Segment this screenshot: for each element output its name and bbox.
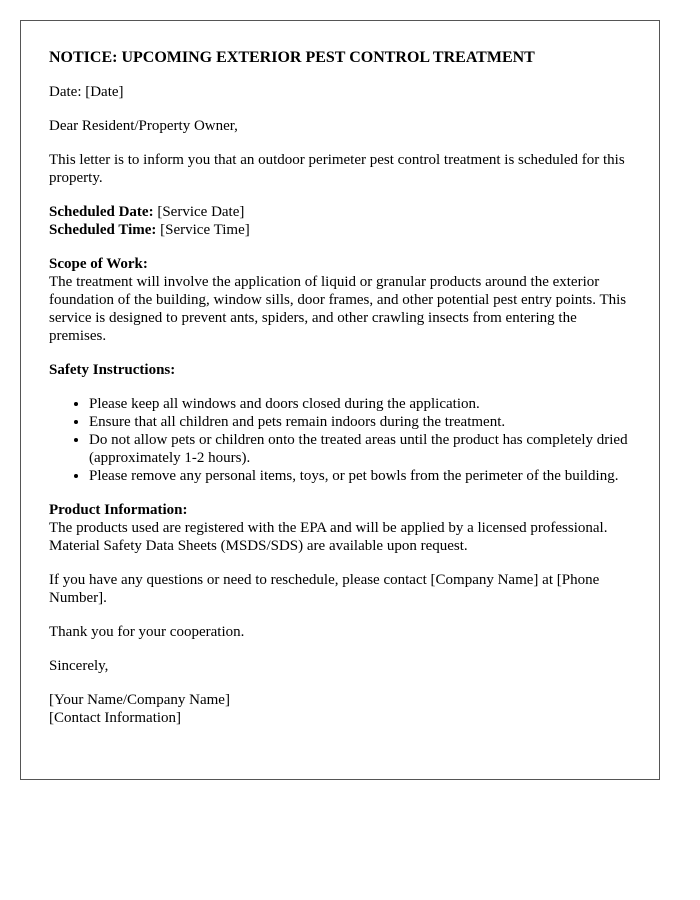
list-item: • Please keep all windows and doors closed during the application. bbox=[89, 395, 631, 413]
signature-contact: [Contact Information] bbox=[49, 710, 182, 726]
scheduled-date-label: Scheduled Date: bbox=[49, 204, 154, 220]
safety-heading-block bbox=[49, 361, 631, 379]
scheduled-date-value: [Service Date] bbox=[153, 204, 245, 220]
contact-paragraph: If you have any questions or need to reschedule, please contact [Company Name] at [Phone Number]. bbox=[49, 572, 600, 606]
product-heading: Product Information: bbox=[49, 502, 188, 518]
scheduled-time-value: [Service Time] bbox=[156, 222, 250, 238]
product-block bbox=[49, 501, 631, 555]
signature-name: [Your Name/Company Name] bbox=[49, 692, 230, 708]
scheduled-time-line bbox=[49, 221, 631, 239]
date-line: Date: [Date] bbox=[49, 84, 124, 100]
salutation: Dear Resident/Property Owner, bbox=[49, 118, 238, 134]
list-item: • Ensure that all children and pets remain indoors during the treatment. bbox=[89, 413, 631, 431]
scheduled-time-label: Scheduled Time: bbox=[49, 222, 157, 238]
thanks-line: Thank you for your cooperation. bbox=[49, 624, 245, 640]
scope-heading: Scope of Work: bbox=[49, 256, 148, 272]
notice-letter bbox=[20, 20, 660, 780]
safety-heading: Safety Instructions: bbox=[49, 362, 176, 378]
signature-block bbox=[49, 691, 631, 727]
safety-list bbox=[49, 395, 631, 485]
list-item: • Please remove any personal items, toys, or pet bowls from the perimeter of the building. bbox=[89, 467, 631, 485]
scheduled-date-line bbox=[49, 203, 631, 221]
scope-text: The treatment will involve the application of liquid or granular products around the exterior foundation of the building, window sills, door frames, and other potential pest entry points. This service is designed to prevent ants, spiders, and other crawling insects from entering the premises. bbox=[49, 274, 627, 344]
scope-block bbox=[49, 255, 631, 345]
closing-line: Sincerely, bbox=[49, 658, 109, 674]
product-text: The products used are registered with the EPA and will be applied by a licensed professional. Material Safety Data Sheets (MSDS/SDS) are available upon request. bbox=[49, 520, 608, 554]
list-item: • Do not allow pets or children onto the treated areas until the product has completely dried (approximately 1-2 hours). bbox=[89, 431, 631, 467]
notice-title: NOTICE: UPCOMING EXTERIOR PEST CONTROL TREATMENT bbox=[49, 49, 535, 66]
intro-paragraph: This letter is to inform you that an outdoor perimeter pest control treatment is scheduled for this property. bbox=[49, 152, 625, 186]
schedule-block bbox=[49, 203, 631, 239]
